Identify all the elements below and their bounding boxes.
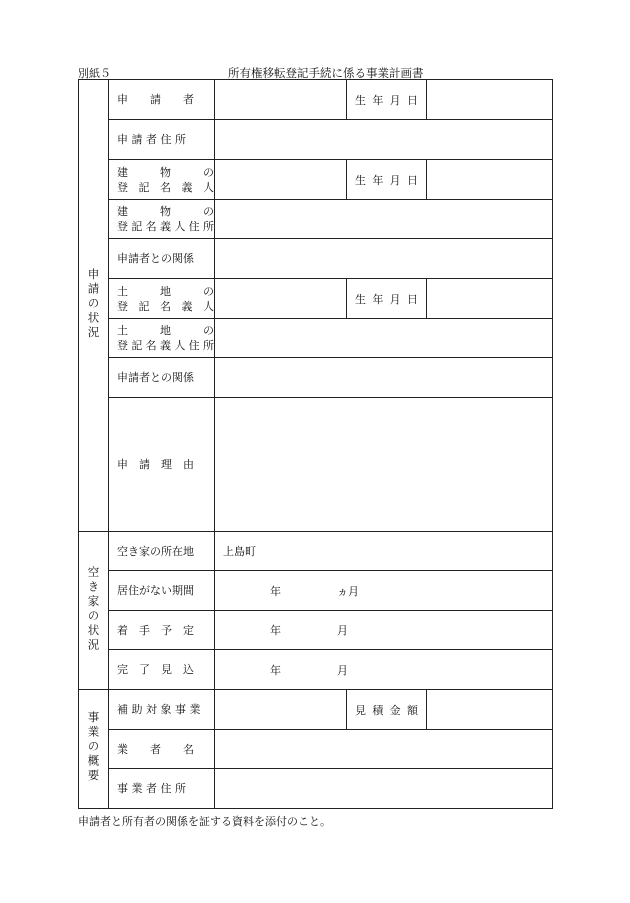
start-year-unit: 年 [270, 624, 281, 637]
label-vacancy-period: 居住がない期間 [109, 571, 215, 611]
row-land-owner-address [79, 319, 553, 358]
row-land-relation [79, 358, 553, 398]
row-contractor-address [79, 769, 553, 809]
label-land-relation: 申請者との関係 [109, 358, 215, 398]
field-building-owner-address[interactable] [215, 200, 553, 239]
field-building-relation[interactable] [215, 239, 553, 279]
label-completion: 完 了 見 込 [109, 650, 215, 690]
label-building-owner-birth: 生 年 月 日 [347, 160, 427, 200]
field-reason[interactable] [215, 398, 553, 532]
row-location [79, 532, 553, 571]
period-month-unit: ヵ月 [337, 584, 359, 598]
completion-month-unit: 月 [337, 663, 348, 677]
label-contractor: 業 者 名 [109, 730, 215, 769]
field-applicant-address[interactable] [215, 120, 553, 160]
label-applicant-birth: 生 年 月 日 [347, 80, 427, 120]
row-land-owner [79, 279, 553, 319]
field-building-owner[interactable] [215, 160, 347, 200]
row-subsidy-project [79, 690, 553, 730]
start-month-unit: 月 [337, 624, 348, 637]
label-contractor-address: 事 業 者 住 所 [109, 769, 215, 809]
row-start-plan [79, 611, 553, 650]
field-contractor-address[interactable] [215, 769, 553, 809]
row-applicant-address [79, 120, 553, 160]
row-applicant [79, 80, 553, 120]
footnote: 申請者と所有者の関係を証する資料を添付のこと。 [78, 815, 331, 828]
row-completion [79, 650, 553, 690]
label-land-owner: 土 地 の 登 記 名 義 人 [109, 279, 215, 319]
row-building-owner-address [79, 200, 553, 239]
field-land-owner-address[interactable] [215, 319, 553, 358]
field-location[interactable]: 上島町 [215, 532, 553, 571]
section-applicant-status: 申請の状況 [79, 80, 109, 532]
field-estimate[interactable] [427, 690, 553, 730]
field-completion[interactable] [215, 650, 553, 690]
field-start-plan[interactable] [215, 611, 553, 650]
section-vacant-house-status: 空き家の状況 [79, 532, 109, 690]
field-land-owner[interactable] [215, 279, 347, 319]
period-year-unit: 年 [270, 584, 281, 598]
label-reason: 申 請 理 由 [109, 398, 215, 532]
field-applicant[interactable] [215, 80, 347, 120]
label-estimate: 見 積 金 額 [347, 690, 427, 730]
label-building-relation: 申請者との関係 [109, 239, 215, 279]
row-contractor [79, 730, 553, 769]
label-location: 空き家の所在地 [109, 532, 215, 571]
label-building-owner-address: 建 物 の 登記名義人住所 [109, 200, 215, 239]
row-vacancy-period [79, 571, 553, 611]
field-building-owner-birth[interactable] [427, 160, 553, 200]
field-contractor[interactable] [215, 730, 553, 769]
label-applicant: 申 請 者 [109, 80, 215, 120]
field-applicant-birth[interactable] [427, 80, 553, 120]
label-applicant-address: 申 請 者 住 所 [109, 120, 215, 160]
row-reason [79, 398, 553, 532]
field-land-relation[interactable] [215, 358, 553, 398]
label-subsidy-project: 補 助 対 象 事 業 [109, 690, 215, 730]
row-building-relation [79, 239, 553, 279]
label-building-owner: 建 物 の 登 記 名 義 人 [109, 160, 215, 200]
completion-year-unit: 年 [270, 663, 281, 677]
row-building-owner [79, 160, 553, 200]
field-vacancy-period[interactable] [215, 571, 553, 611]
field-land-owner-birth[interactable] [427, 279, 553, 319]
project-plan-form [78, 79, 553, 809]
section-project-overview: 事業の概要 [79, 690, 109, 809]
field-subsidy-project[interactable] [215, 690, 347, 730]
annex-number: 別紙５ [78, 67, 111, 80]
label-land-owner-birth: 生 年 月 日 [347, 279, 427, 319]
document-title: 所有権移転登記手続に係る事業計画書 [228, 66, 424, 80]
label-start-plan: 着 手 予 定 [109, 611, 215, 650]
label-land-owner-address: 土 地 の 登記名義人住所 [109, 319, 215, 358]
